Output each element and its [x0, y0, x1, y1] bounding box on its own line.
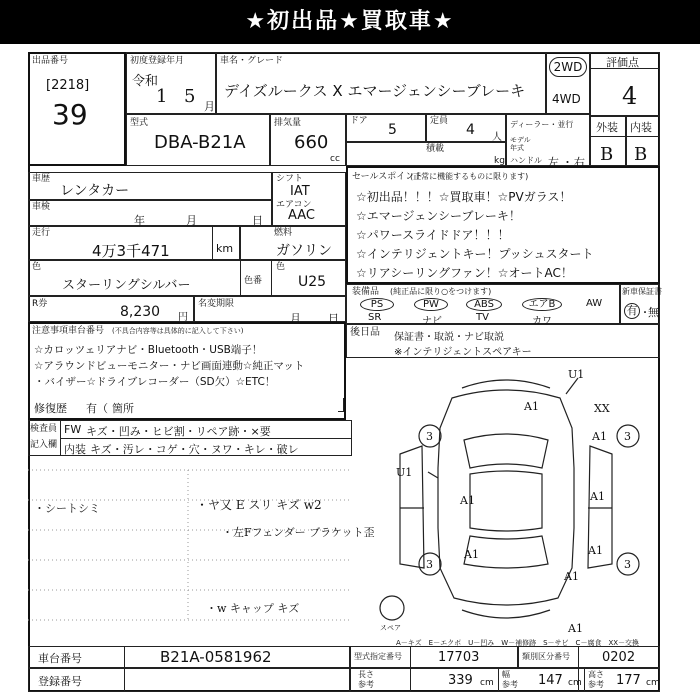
- sales-label: セールスポイント: [352, 172, 424, 182]
- lot-number: 39: [52, 98, 88, 131]
- ac-value: AAC: [288, 208, 315, 223]
- repair-unit: 箇所: [112, 402, 134, 415]
- width-label: 幅: [502, 670, 510, 679]
- tire-fr: 3: [624, 430, 631, 443]
- handle-label: ハンドル: [510, 156, 542, 165]
- hand-note-right-3: ・w キャップ キズ: [206, 602, 300, 615]
- equip-tv: TV: [476, 312, 489, 323]
- width-unit: cm: [568, 678, 582, 688]
- length-label: 長さ: [358, 670, 374, 679]
- dmg-xx: XX: [594, 402, 610, 415]
- height-value: 177: [616, 673, 641, 688]
- dims-vline-1: [498, 668, 499, 692]
- type-designation-label: 型式指定番号: [354, 652, 402, 661]
- loading-label: 積載: [426, 144, 445, 154]
- height-unit: cm: [646, 678, 660, 688]
- color-value: スターリングシルバー: [62, 278, 191, 293]
- sales-line-4: ☆インテリジェントキー！プッシュスタート: [356, 247, 594, 261]
- dmg-a1-8: A1: [568, 622, 583, 635]
- inspection-year: 年: [134, 214, 145, 227]
- equipment-label: 装備品: [352, 287, 380, 297]
- capacity-unit: 人: [492, 132, 502, 143]
- displacement-unit: cc: [330, 154, 340, 164]
- shift-label: シフト: [276, 174, 304, 184]
- exterior-value: B: [600, 144, 614, 165]
- fuel-value: ガソリン: [276, 243, 332, 259]
- dmg-a1-1: A1: [524, 400, 539, 413]
- lot-sub-number: [2218]: [46, 78, 90, 93]
- note-guide-lines: [28, 456, 352, 640]
- interior-value: B: [634, 144, 648, 165]
- inspection-month: 月: [186, 214, 197, 227]
- color-code-label: 色: [276, 262, 286, 272]
- exterior-label: 外装: [596, 121, 618, 134]
- loading-unit: kg: [494, 156, 505, 166]
- notes-line-3: ・バイザー☆ドライブレコーダー（SD欠）☆ETC！: [34, 376, 276, 388]
- capacity-label: 定員: [430, 116, 449, 126]
- width-value: 147: [538, 673, 563, 688]
- warranty-yes: 有: [624, 303, 640, 319]
- equip-navi: ナビ: [422, 316, 442, 327]
- equip-sr: SR: [368, 312, 382, 323]
- hand-note-right-2: ・左Fフェンダー ブラケット歪: [222, 526, 375, 539]
- tire-fl: 3: [426, 430, 433, 443]
- dmg-a1-7: A1: [564, 570, 579, 583]
- name-change-month: 月: [290, 312, 301, 325]
- dmg-a1-4: A1: [590, 490, 605, 503]
- name-change-day: 日: [328, 312, 339, 325]
- post-items-sub: ※インテリジェントスペアキー: [394, 347, 532, 358]
- score-label: 評価点: [606, 56, 639, 69]
- length-value: 339: [448, 673, 473, 688]
- model-value: DBA-B21A: [154, 132, 246, 153]
- repair-label: 修復歴: [34, 402, 67, 415]
- doors-value: 5: [388, 122, 397, 138]
- inspector-row2-head: 内装: [64, 443, 86, 456]
- sales-note: (正常に機能するものに限ります): [410, 172, 529, 181]
- warranty-label: 新車保証書: [622, 287, 662, 296]
- model-year-label2: 年式: [510, 144, 524, 152]
- tire-rl: 3: [426, 558, 433, 571]
- color-no-label: 色番: [244, 276, 263, 286]
- interior-label: 内装: [630, 121, 652, 134]
- drive-2wd: 2WD: [549, 57, 587, 77]
- equip-pw: PW: [414, 298, 448, 311]
- inspector-row1-head: FW: [64, 423, 82, 436]
- displacement-value: 660: [294, 132, 329, 153]
- first-reg-era: 令和: [132, 74, 159, 89]
- length-unit: cm: [480, 678, 494, 688]
- dmg-u1-left: U1: [396, 466, 413, 479]
- shift-value: IAT: [290, 184, 310, 199]
- doors-label: ドア: [350, 116, 368, 126]
- dims-vline-2: [584, 668, 585, 692]
- spare-label: スペア: [380, 624, 401, 632]
- notes-line-2: ☆アラウンドビューモニター・ナビ画面連動☆純正マット: [34, 360, 305, 372]
- model-label: 型式: [130, 118, 149, 128]
- grade-divider: [590, 136, 660, 137]
- handle-dot: ・: [562, 156, 573, 169]
- color-label: 色: [32, 262, 42, 272]
- mileage-value: 4万3千471: [92, 242, 170, 260]
- height-label: 高さ: [588, 670, 604, 679]
- handle-right: 右: [574, 156, 585, 169]
- warranty-no: 無: [648, 306, 659, 319]
- warranty-dot: ・: [640, 308, 650, 319]
- notes-note: (不具合内容等は具体的に記入して下さい): [112, 327, 244, 335]
- color-no-value: U25: [298, 274, 327, 290]
- inspector-label-1: 検査員: [30, 424, 58, 434]
- drive-4wd: 4WD: [552, 92, 581, 106]
- post-items-value: 保証書・取説・ナビ取説: [394, 332, 504, 343]
- notes-label: 注意事項車台番号: [32, 326, 105, 336]
- history-label: 車歴: [32, 174, 51, 184]
- name-change-label: 名変期限: [198, 299, 235, 309]
- registration-label: 登録番号: [38, 675, 82, 688]
- equipment-note: (純正品に限り○をつけます): [390, 287, 492, 296]
- recycle-label: R券: [32, 299, 48, 309]
- score-value: 4: [622, 82, 638, 110]
- damage-legend: A－キズ E－エクボ U－凹み W－補修跡 S－サビ C－腐食 XX－交換: [396, 639, 640, 647]
- inspector-row2: キズ・汚レ・コゲ・穴・ヌワ・キレ・破レ: [90, 443, 299, 456]
- dmg-u1-top: U1: [568, 368, 585, 381]
- first-reg-year: 1: [156, 86, 168, 107]
- first-reg-label: 初度登録年月: [130, 56, 185, 66]
- inspection-day: 日: [252, 214, 263, 227]
- inspection-box: [28, 200, 272, 226]
- car-diagram: [352, 358, 660, 644]
- title-banner: ★初出品★買取車★: [0, 0, 700, 44]
- dealer-label: ディーラー・並行: [510, 120, 574, 129]
- inspection-label: 車検: [32, 202, 51, 212]
- equip-ps: PS: [360, 298, 394, 311]
- type-designation-value: 17703: [438, 650, 480, 665]
- sales-line-5: ☆リアシーリングファン！☆オートAC！: [356, 266, 573, 280]
- score-divider: [590, 68, 660, 69]
- car-name-value: デイズルークス X エマージェンシーブレーキ: [224, 82, 526, 100]
- sales-line-2: ☆エマージェンシーブレーキ！: [356, 209, 521, 223]
- equip-airbag: エアB: [522, 298, 562, 311]
- length-ref: 参考: [358, 680, 374, 689]
- category-value: 0202: [602, 650, 636, 665]
- handle-left: 左: [548, 156, 559, 169]
- dmg-a1-2: A1: [592, 430, 607, 443]
- inspector-row1: キズ・凹み・ヒビ割・リペア跡・×要: [86, 425, 271, 438]
- ac-label: エアコン: [276, 200, 312, 210]
- width-ref: 参考: [502, 680, 518, 689]
- chassis-value: B21A-0581962: [160, 648, 272, 666]
- dmg-a1-6: A1: [588, 544, 603, 557]
- recycle-value: 8,230: [120, 304, 161, 320]
- equip-aw: AW: [586, 298, 603, 309]
- capacity-value: 4: [466, 122, 475, 138]
- category-label: 類別区分番号: [522, 652, 570, 661]
- recycle-box: [28, 296, 194, 322]
- first-reg-month-unit: 月: [204, 100, 215, 113]
- dmg-a1-3: A1: [460, 494, 475, 507]
- inspector-label-2: 記入欄: [30, 440, 58, 450]
- sales-line-1: ☆初出品！！！☆買取車！☆PVガラス！: [356, 190, 572, 204]
- repair-bracket: [338, 398, 344, 412]
- height-ref: 参考: [588, 680, 604, 689]
- equip-leather: カワ: [532, 316, 552, 327]
- recycle-unit: 円: [178, 312, 188, 323]
- notes-line-1: ☆カロッツェリアナビ・Bluetooth・USB端子！: [34, 344, 263, 356]
- model-year-label1: モデル: [510, 136, 531, 144]
- mileage-label: 走行: [32, 228, 51, 238]
- post-items-label: 後日品: [350, 327, 380, 338]
- equip-abs: ABS: [466, 298, 502, 311]
- repair-value: 有（: [86, 402, 108, 415]
- history-value: レンタカー: [60, 183, 130, 199]
- hand-note-left: ・シートシミ: [34, 502, 100, 515]
- sales-line-3: ☆パワースライドドア！！！: [356, 228, 510, 242]
- tire-rr: 3: [624, 558, 631, 571]
- dmg-a1-5: A1: [464, 548, 479, 561]
- mileage-unit: km: [216, 242, 234, 255]
- displacement-label: 排気量: [274, 118, 302, 128]
- first-reg-month: 5: [184, 86, 196, 107]
- chassis-label: 車台番号: [38, 652, 82, 665]
- hand-note-right-1: ・ヤ又 E スリ キズ w2: [196, 498, 322, 512]
- car-name-label: 車名・グレード: [220, 56, 284, 66]
- inspector-vline: [60, 420, 61, 456]
- fuel-label: 燃料: [274, 228, 293, 238]
- lot-label: 出品番号: [32, 56, 69, 66]
